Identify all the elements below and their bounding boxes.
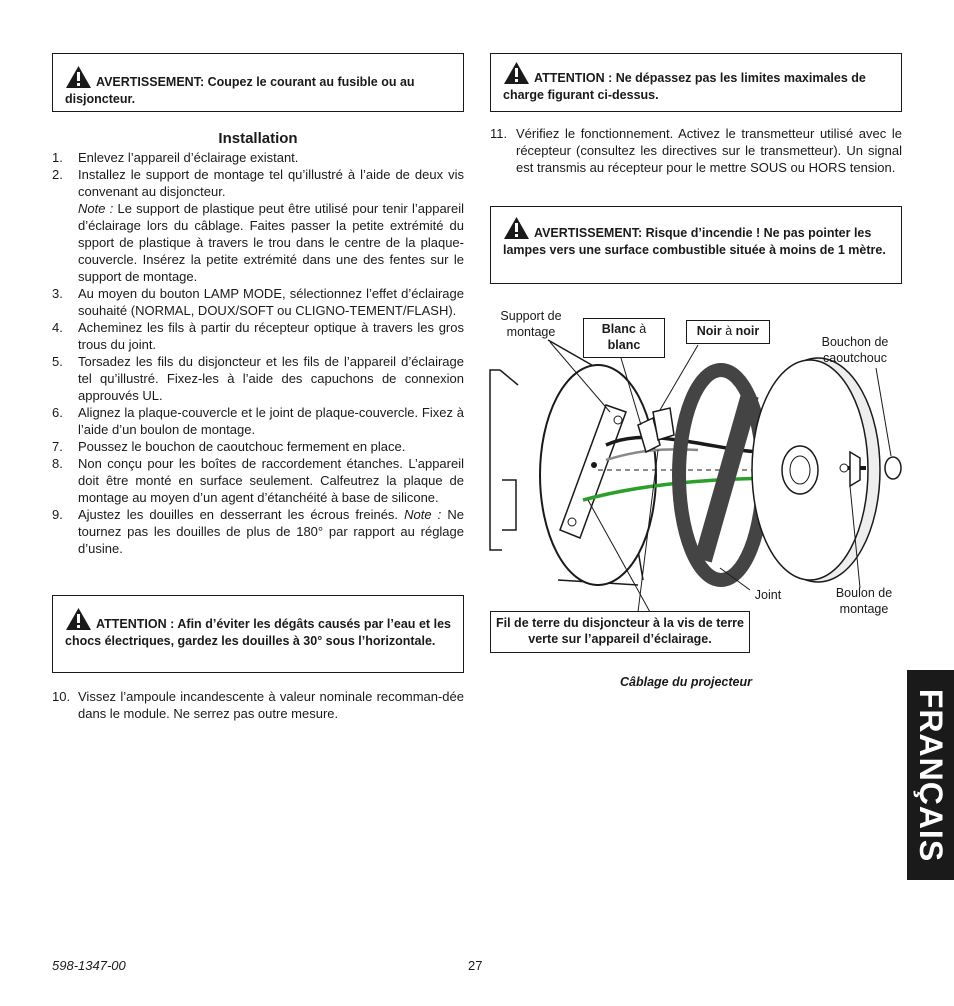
step-3: 3. Au moyen du bouton LAMP MODE, sélectionnez l’effet d’éclairage souhaité (NORMAL, DOUX/SOFT ou CLIGNO-TEMENT/FLASH). — [52, 286, 464, 318]
install-steps — [52, 149, 464, 557]
warning-box-power — [52, 53, 464, 112]
label-rubber-plug: Bouchon de caoutchouc — [821, 335, 889, 365]
warning-triangle-icon — [65, 607, 92, 631]
note-label: Note : — [404, 507, 442, 522]
installation-section — [52, 130, 464, 557]
label-gasket: Joint — [754, 588, 782, 602]
callout-ground-wire: Fil de terre du disjoncteur à la vis de terre verte sur l’appareil d’éclairage. — [490, 611, 750, 653]
step-6: 6. Alignez la plaque-couvercle et le joint de plaque-couvercle. Fixez à l’aide d’un boulon de montage. — [52, 405, 464, 437]
page-number: 27 — [468, 958, 483, 973]
step-1: 1. Enlevez l’appareil d’éclairage existant. — [52, 150, 299, 165]
warning-text: AVERTISSEMENT: Risque d’incendie ! Ne pas pointer les lampes vers une surface combustible située à moins de 1 mètre. — [503, 226, 886, 257]
step-5: 5. Torsadez les fils du disjoncteur et les fils de l’appareil d’éclairage tel qu’illustré. Fixez-les à l’aide des capuchons de connexion approuvés UL. — [52, 354, 464, 403]
section-heading: Installation — [218, 130, 298, 147]
step-2: 2. Installez le support de montage tel qu’illustré à l’aide de deux vis convenant au disjoncteur. Note : Le support de plastique peut être utilisé pour tenir l’appareil d’éclairage lors du câblage. Faites passer la petite extrémité du spport de plastique à travers le trou dans le centre de la plaque-couvercle. Insérez la petite extrémité dans une des fentes sur le support de montage. — [52, 167, 465, 284]
step-4: 4. Acheminez les fils à partir du récepteur optique à travers les gros trous du joint. — [52, 320, 464, 352]
warning-text: AVERTISSEMENT: Coupez le courant au fusible ou au disjoncteur. — [65, 75, 415, 106]
document-number: 598-1347-00 — [52, 958, 126, 973]
label-mounting-bolt: Boulon de montage — [835, 586, 893, 616]
attention-box-water — [52, 595, 464, 673]
gasket — [679, 370, 763, 580]
warning-triangle-icon — [503, 216, 530, 240]
callout-white-to-white: Blanc à blanc — [583, 318, 665, 358]
warning-triangle-icon — [65, 65, 92, 89]
step-11: 11. Vérifiez le fonctionnement. Activez le transmetteur utilisé avec le récepteur (consultez les directives sur le transmetteur). Un signal est transmis au récepteur pour le mettre SOUS ou HORS tension. — [490, 126, 902, 175]
language-tab: FRANÇAIS — [907, 670, 954, 880]
step-8: 8. Non conçu pour les boîtes de raccordement étanches. L’appareil doit être monté en surface seulement. Calfeutrez la plaque de montage au moyen d’un agent d’étanchéité à base de silicone. — [52, 456, 464, 505]
attention-text: ATTENTION : Ne dépassez pas les limites maximales de charge figurant ci-dessus. — [503, 71, 866, 102]
callout-black-to-black: Noir à noir — [686, 320, 770, 344]
step-10: 10. Vissez l’ampoule incandescente à valeur nominale recomman-dée dans le module. Ne serrez pas outre mesure. — [52, 689, 464, 721]
step-11-block — [490, 125, 902, 176]
step-9: 9. Ajustez les douilles en desserrant les écrous freinés. Note : Ne tournez pas les douilles de plus de 180° par rapport au réglage d’usine. — [52, 507, 464, 556]
attention-box-load — [490, 53, 902, 112]
label-mounting-support: Support de montage — [500, 309, 562, 339]
rubber-plug-icon — [885, 457, 901, 479]
warning-box-fire — [490, 206, 902, 284]
warning-triangle-icon — [503, 61, 530, 85]
attention-text: ATTENTION : Afin d’éviter les dégâts causés par l’eau et les chocs électriques, gardez les douilles à 30° sous l’horizontale. — [65, 617, 451, 648]
step-10-block — [52, 688, 464, 722]
diagram-caption: Câblage du projecteur — [620, 675, 752, 689]
step-7: 7. Poussez le bouchon de caoutchouc fermement en place. — [52, 439, 406, 454]
note-label: Note : — [78, 201, 114, 216]
